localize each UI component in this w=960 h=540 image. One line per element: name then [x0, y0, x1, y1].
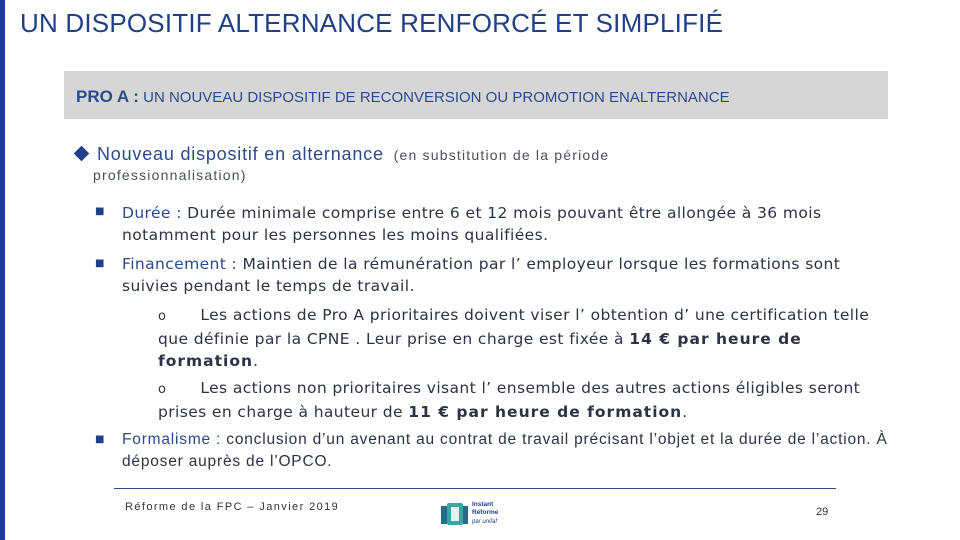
sub-list-item [158, 377, 893, 423]
logo-text-line2: Réforme [472, 509, 499, 516]
section-heading-text: Nouveau dispositif en alternance [97, 144, 384, 164]
section-heading [72, 144, 872, 165]
banner-lead: PRO A : [76, 87, 139, 106]
sub-item-end: . [682, 403, 688, 421]
item-text: conclusion d’un avenant au contrat de travail précisant l’objet et la durée de l’action. À déposer auprès de l’OPCO. [122, 431, 888, 470]
section-heading-block [72, 144, 872, 183]
banner-title: UN NOUVEAU DISPOSITIF DE RECONVERSION OU PROMOTION ENALTERNANCE [143, 89, 730, 106]
banner-text [76, 87, 730, 107]
instant-reforme-logo [441, 498, 507, 530]
list-item-formalisme [122, 429, 892, 473]
footer-label: Réforme de la FPC – Janvier 2019 [125, 501, 340, 513]
sub-list-item [158, 304, 893, 372]
page-title: UN DISPOSITIF ALTERNANCE RENFORCÉ ET SIMPLIFIÉ [20, 8, 724, 38]
item-key: Financement : [122, 255, 238, 273]
item-text: Durée minimale comprise entre 6 et 12 mois pouvant être allongée à 36 mois notamment pour les personnes les moins qualifiées. [122, 204, 822, 244]
section-subheading: (en substitution de la période [393, 147, 610, 163]
page-number: 29 [816, 506, 829, 518]
logo-text-line3: par unifaf [472, 519, 498, 525]
subtitle-banner [64, 71, 888, 119]
sub-item-end: . [253, 352, 259, 370]
list-item-duree [122, 202, 892, 246]
square-bullet-icon: ■ [95, 206, 105, 217]
sub-item-text: Les actions non prioritaires visant l’ ensemble des autres actions éligibles seront prises en charge à hauteur de [158, 379, 861, 421]
sub-item-emphasis: 11 € par heure de formation [408, 403, 683, 421]
footer-divider [114, 488, 836, 489]
list-item-financement [122, 253, 892, 297]
circle-bullet-icon: o [158, 382, 167, 397]
section-subheading-continuation: professionnalisation) [93, 167, 247, 183]
square-bullet-icon: ■ [95, 434, 105, 445]
item-text: Maintien de la rémunération par l’ employeur lorsque les formations sont suivies pendant le temps de travail. [122, 255, 841, 295]
circle-bullet-icon: o [158, 309, 167, 324]
logo-text-line1: Instant [472, 501, 494, 508]
left-accent-bar [0, 0, 5, 540]
square-bullet-icon: ■ [95, 258, 105, 269]
diamond-icon [74, 146, 90, 162]
sub-item-text: Les actions de Pro A prioritaires doivent viser l’ obtention d’ une certification telle que définie par la CPNE . Leur prise en charge est fixée à [158, 306, 870, 348]
item-key: Formalisme : [122, 431, 222, 448]
sub-item-emphasis: 14 € par heure de formation [158, 330, 802, 370]
item-key: Durée : [122, 204, 182, 222]
